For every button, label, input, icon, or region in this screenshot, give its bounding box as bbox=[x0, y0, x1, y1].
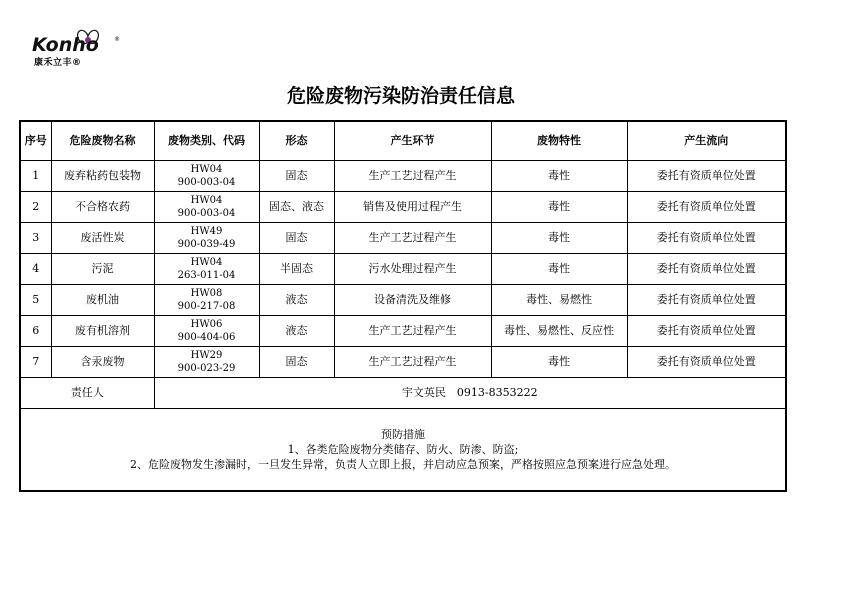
waste-stage: 污水处理过程产生 bbox=[334, 254, 491, 285]
waste-code: 900-003-04 bbox=[177, 177, 236, 188]
waste-category: HW49 bbox=[190, 226, 223, 237]
table-row bbox=[20, 161, 786, 192]
waste-form: 液态 bbox=[259, 285, 334, 316]
waste-category: HW04 bbox=[190, 195, 223, 206]
waste-stage: 设备清洗及维修 bbox=[334, 285, 491, 316]
table-row bbox=[20, 223, 786, 254]
logo-chinese-name: 康禾立丰® bbox=[34, 58, 82, 68]
header-cell: 危险废物名称 bbox=[51, 121, 154, 161]
waste-form: 液态 bbox=[259, 316, 334, 347]
waste-code: 900-003-04 bbox=[177, 208, 236, 219]
hazardous-waste-table bbox=[19, 120, 787, 492]
table-row bbox=[20, 285, 786, 316]
logo-wordmark: Konho bbox=[32, 34, 99, 56]
waste-property: 毒性 bbox=[491, 223, 627, 254]
waste-flow: 委托有资质单位处置 bbox=[627, 347, 786, 378]
waste-flow: 委托有资质单位处置 bbox=[627, 192, 786, 223]
measure-item: 1、各类危险废物分类储存、防火、防渗、防盗; bbox=[287, 443, 519, 456]
waste-code-cell bbox=[154, 285, 259, 316]
row-number: 4 bbox=[20, 254, 51, 285]
header-cell: 废物特性 bbox=[491, 121, 627, 161]
waste-code-cell bbox=[154, 254, 259, 285]
waste-code-cell bbox=[154, 347, 259, 378]
table-row bbox=[20, 254, 786, 285]
prevention-measures-row bbox=[20, 409, 786, 492]
waste-code: 900-404-06 bbox=[177, 332, 236, 343]
waste-code: 900-039-49 bbox=[177, 239, 236, 250]
waste-name: 污泥 bbox=[51, 254, 154, 285]
waste-property: 毒性 bbox=[491, 192, 627, 223]
waste-flow: 委托有资质单位处置 bbox=[627, 285, 786, 316]
row-number: 1 bbox=[20, 161, 51, 192]
waste-name: 废有机溶剂 bbox=[51, 316, 154, 347]
table-row bbox=[20, 192, 786, 223]
header-cell: 序号 bbox=[20, 121, 51, 161]
waste-form: 固态、液态 bbox=[259, 192, 334, 223]
waste-code: 900-217-08 bbox=[177, 301, 236, 312]
row-number: 2 bbox=[20, 192, 51, 223]
waste-stage: 生产工艺过程产生 bbox=[334, 223, 491, 254]
waste-stage: 生产工艺过程产生 bbox=[334, 347, 491, 378]
waste-property: 毒性 bbox=[491, 161, 627, 192]
waste-property: 毒性、易燃性 bbox=[491, 285, 627, 316]
waste-code: 900-023-29 bbox=[177, 363, 236, 374]
waste-flow: 委托有资质单位处置 bbox=[627, 223, 786, 254]
prevention-measures-cell bbox=[20, 409, 786, 492]
waste-name: 废机油 bbox=[51, 285, 154, 316]
waste-form: 半固态 bbox=[259, 254, 334, 285]
waste-flow: 委托有资质单位处置 bbox=[627, 254, 786, 285]
waste-name: 废弃粘药包装物 bbox=[51, 161, 154, 192]
responsible-person-row bbox=[20, 378, 786, 409]
waste-name: 废活性炭 bbox=[51, 223, 154, 254]
waste-category: HW04 bbox=[190, 164, 223, 175]
waste-stage: 生产工艺过程产生 bbox=[334, 161, 491, 192]
logo-registered-mark: ® bbox=[114, 36, 120, 43]
waste-code-cell bbox=[154, 223, 259, 254]
waste-code-cell bbox=[154, 161, 259, 192]
header-cell: 废物类别、代码 bbox=[154, 121, 259, 161]
waste-stage: 生产工艺过程产生 bbox=[334, 316, 491, 347]
responsible-label: 责任人 bbox=[20, 378, 154, 409]
waste-stage: 销售及使用过程产生 bbox=[334, 192, 491, 223]
header-cell: 形态 bbox=[259, 121, 334, 161]
table-row bbox=[20, 347, 786, 378]
row-number: 7 bbox=[20, 347, 51, 378]
table-row bbox=[20, 316, 786, 347]
waste-form: 固态 bbox=[259, 223, 334, 254]
waste-code-cell bbox=[154, 316, 259, 347]
row-number: 6 bbox=[20, 316, 51, 347]
waste-code-cell bbox=[154, 192, 259, 223]
waste-category: HW06 bbox=[190, 319, 223, 330]
waste-code: 263-011-04 bbox=[177, 270, 236, 281]
waste-property: 毒性 bbox=[491, 254, 627, 285]
waste-form: 固态 bbox=[259, 161, 334, 192]
row-number: 5 bbox=[20, 285, 51, 316]
waste-flow: 委托有资质单位处置 bbox=[627, 161, 786, 192]
responsible-value: 宇文英民 0913-8353222 bbox=[154, 378, 786, 409]
company-logo bbox=[30, 34, 122, 68]
header-cell: 产生流向 bbox=[627, 121, 786, 161]
measure-item: 2、危险废物发生渗漏时，一旦发生异常，负责人立即上报，并启动应急预案，严格按照应急预案进行应急处理。 bbox=[130, 458, 676, 471]
measures-heading: 预防措施 bbox=[381, 428, 425, 441]
waste-category: HW29 bbox=[190, 350, 223, 361]
header-cell: 产生环节 bbox=[334, 121, 491, 161]
waste-property: 毒性、易燃性、反应性 bbox=[491, 316, 627, 347]
waste-name: 不合格农药 bbox=[51, 192, 154, 223]
row-number: 3 bbox=[20, 223, 51, 254]
waste-flow: 委托有资质单位处置 bbox=[627, 316, 786, 347]
table-header-row bbox=[20, 121, 786, 161]
waste-name: 含汞废物 bbox=[51, 347, 154, 378]
waste-category: HW08 bbox=[190, 288, 223, 299]
waste-property: 毒性 bbox=[491, 347, 627, 378]
waste-category: HW04 bbox=[190, 257, 223, 268]
page-title: 危险废物污染防治责任信息 bbox=[286, 85, 515, 107]
waste-form: 固态 bbox=[259, 347, 334, 378]
